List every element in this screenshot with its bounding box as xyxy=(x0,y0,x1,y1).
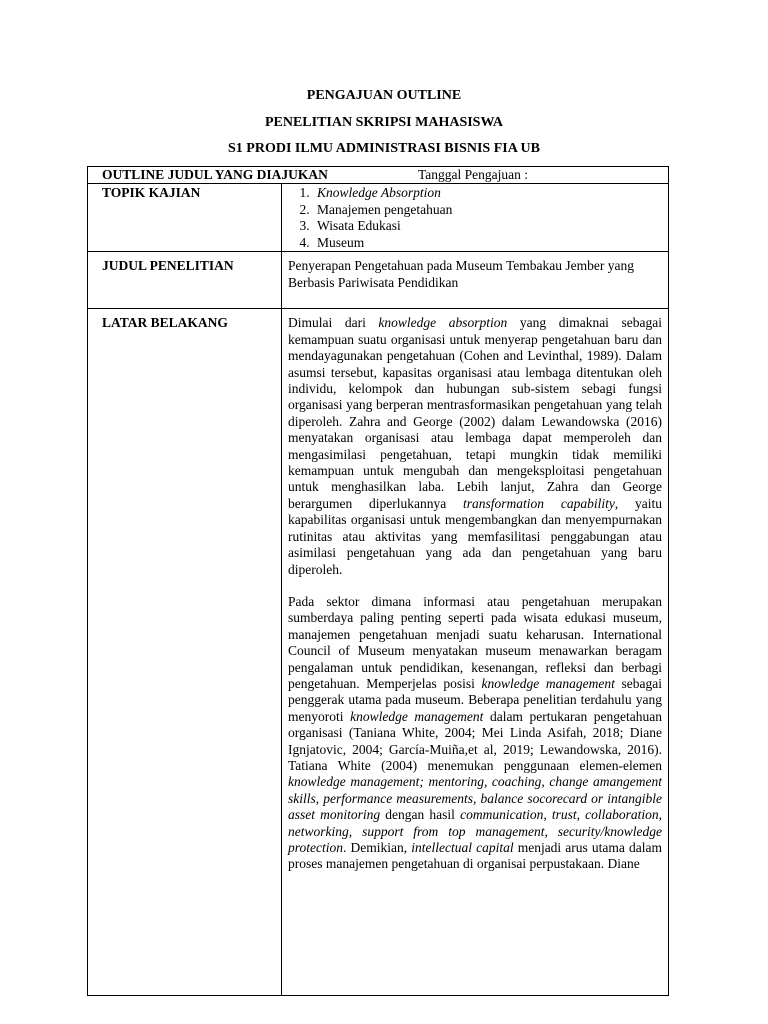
outline-title: OUTLINE JUDUL YANG DIAJUKAN xyxy=(102,167,328,182)
outline-title-row xyxy=(88,167,669,184)
topik-item: 3. Wisata Edukasi xyxy=(313,218,662,234)
title-line-1: PENGAJUAN OUTLINE xyxy=(306,88,462,103)
latar-row xyxy=(88,309,669,996)
topik-label: TOPIK KAJIAN xyxy=(88,184,282,252)
judul-value: Penyerapan Pengetahuan pada Museum Tembakau Jember yang Berbasis Pariwisata Pendidikan xyxy=(282,252,669,309)
topik-list xyxy=(288,185,662,251)
title-line-2: PENELITIAN SKRIPSI MAHASISWA xyxy=(264,115,504,130)
latar-paragraph-1: Dimulai dari knowledge absorption yang dimaknai sebagai kemampuan suatu organisasi untuk menyerap pengetahuan baru dan mendayagunakan pengetahuan (Cohen and Levinthal, 1989). Dalam asumsi tersebut, kapasitas organisasi atau lembaga ditentukan oleh individu, kelompok dan hubungan sub-sistem sebagi fungsi organisasi yang berperan mentrasformasikan pengetahuan yang telah diperoleh. Zahra and George (2002) dalam Lewandowska (2016) menyatakan organisasi atau lembaga dapat memperoleh dan mengasimilasi pengetahuan, tetapi mungkin tidak memiliki kemampuan untuk mengubah dan mengeksploitasi pengetahuan untuk menghasilkan laba. Lebih lanjut, Zahra dan George berargumen diperlukannya transformation capability, yaitu kapabilitas organisasi untuk mengembangkan dan menyempurnakan rutinitas atau aktivitas yang memfasilitasi penggabungan atau asimilasi pengetahuan yang ada dan pengetahuan yang baru diperoleh. xyxy=(288,315,663,577)
latar-label: LATAR BELAKANG xyxy=(88,309,282,996)
latar-paragraph-2: Pada sektor dimana informasi atau pengetahuan merupakan sumberdaya paling penting seperti pada wisata edukasi museum, manajemen pengetahuan menjadi suatu keharusan. International Council of Museum menyatakan museum menawarkan beragam pengalaman untuk pendidikan, kesenangan, refleksi dan berbagi pengetahuan. Memperjelas posisi knowledge management sebagai penggerak utama pada museum. Beberapa penelitian terdahulu yang menyoroti knowledge management dalam pertukaran pengetahuan organisasi (Taniana White, 2004; Mei Linda Asifah, 2018; Diane Ignjatovic, 2004; García-Muiña,et al, 2019; Lewandowska, 2016). Tatiana White (2004) menemukan penggunaan elemen-elemen knowledge management; mentoring, coaching, change amangement skills, performance measurements, balance socorecard or intangible asset monitoring dengan hasil communication, trust, collaboration, networking, support from top management, security/knowledge protection. Demikian, intellectual capital menjadi arus utama dalam proses manajemen pengetahuan di organisai perpustakaan. Diane xyxy=(288,593,663,872)
topik-item: 1. Knowledge Absorption xyxy=(313,185,662,201)
topik-item: 4. Museum xyxy=(313,235,662,251)
topik-row xyxy=(88,184,669,252)
outline-table xyxy=(87,166,669,996)
judul-row xyxy=(88,252,669,309)
topik-item: 2. Manajemen pengetahuan xyxy=(313,202,662,218)
title-line-3: S1 PRODI ILMU ADMINISTRASI BISNIS FIA UB xyxy=(228,141,540,156)
judul-label: JUDUL PENELITIAN xyxy=(88,252,282,309)
tanggal-pengajuan-label: Tanggal Pengajuan : xyxy=(417,167,529,182)
